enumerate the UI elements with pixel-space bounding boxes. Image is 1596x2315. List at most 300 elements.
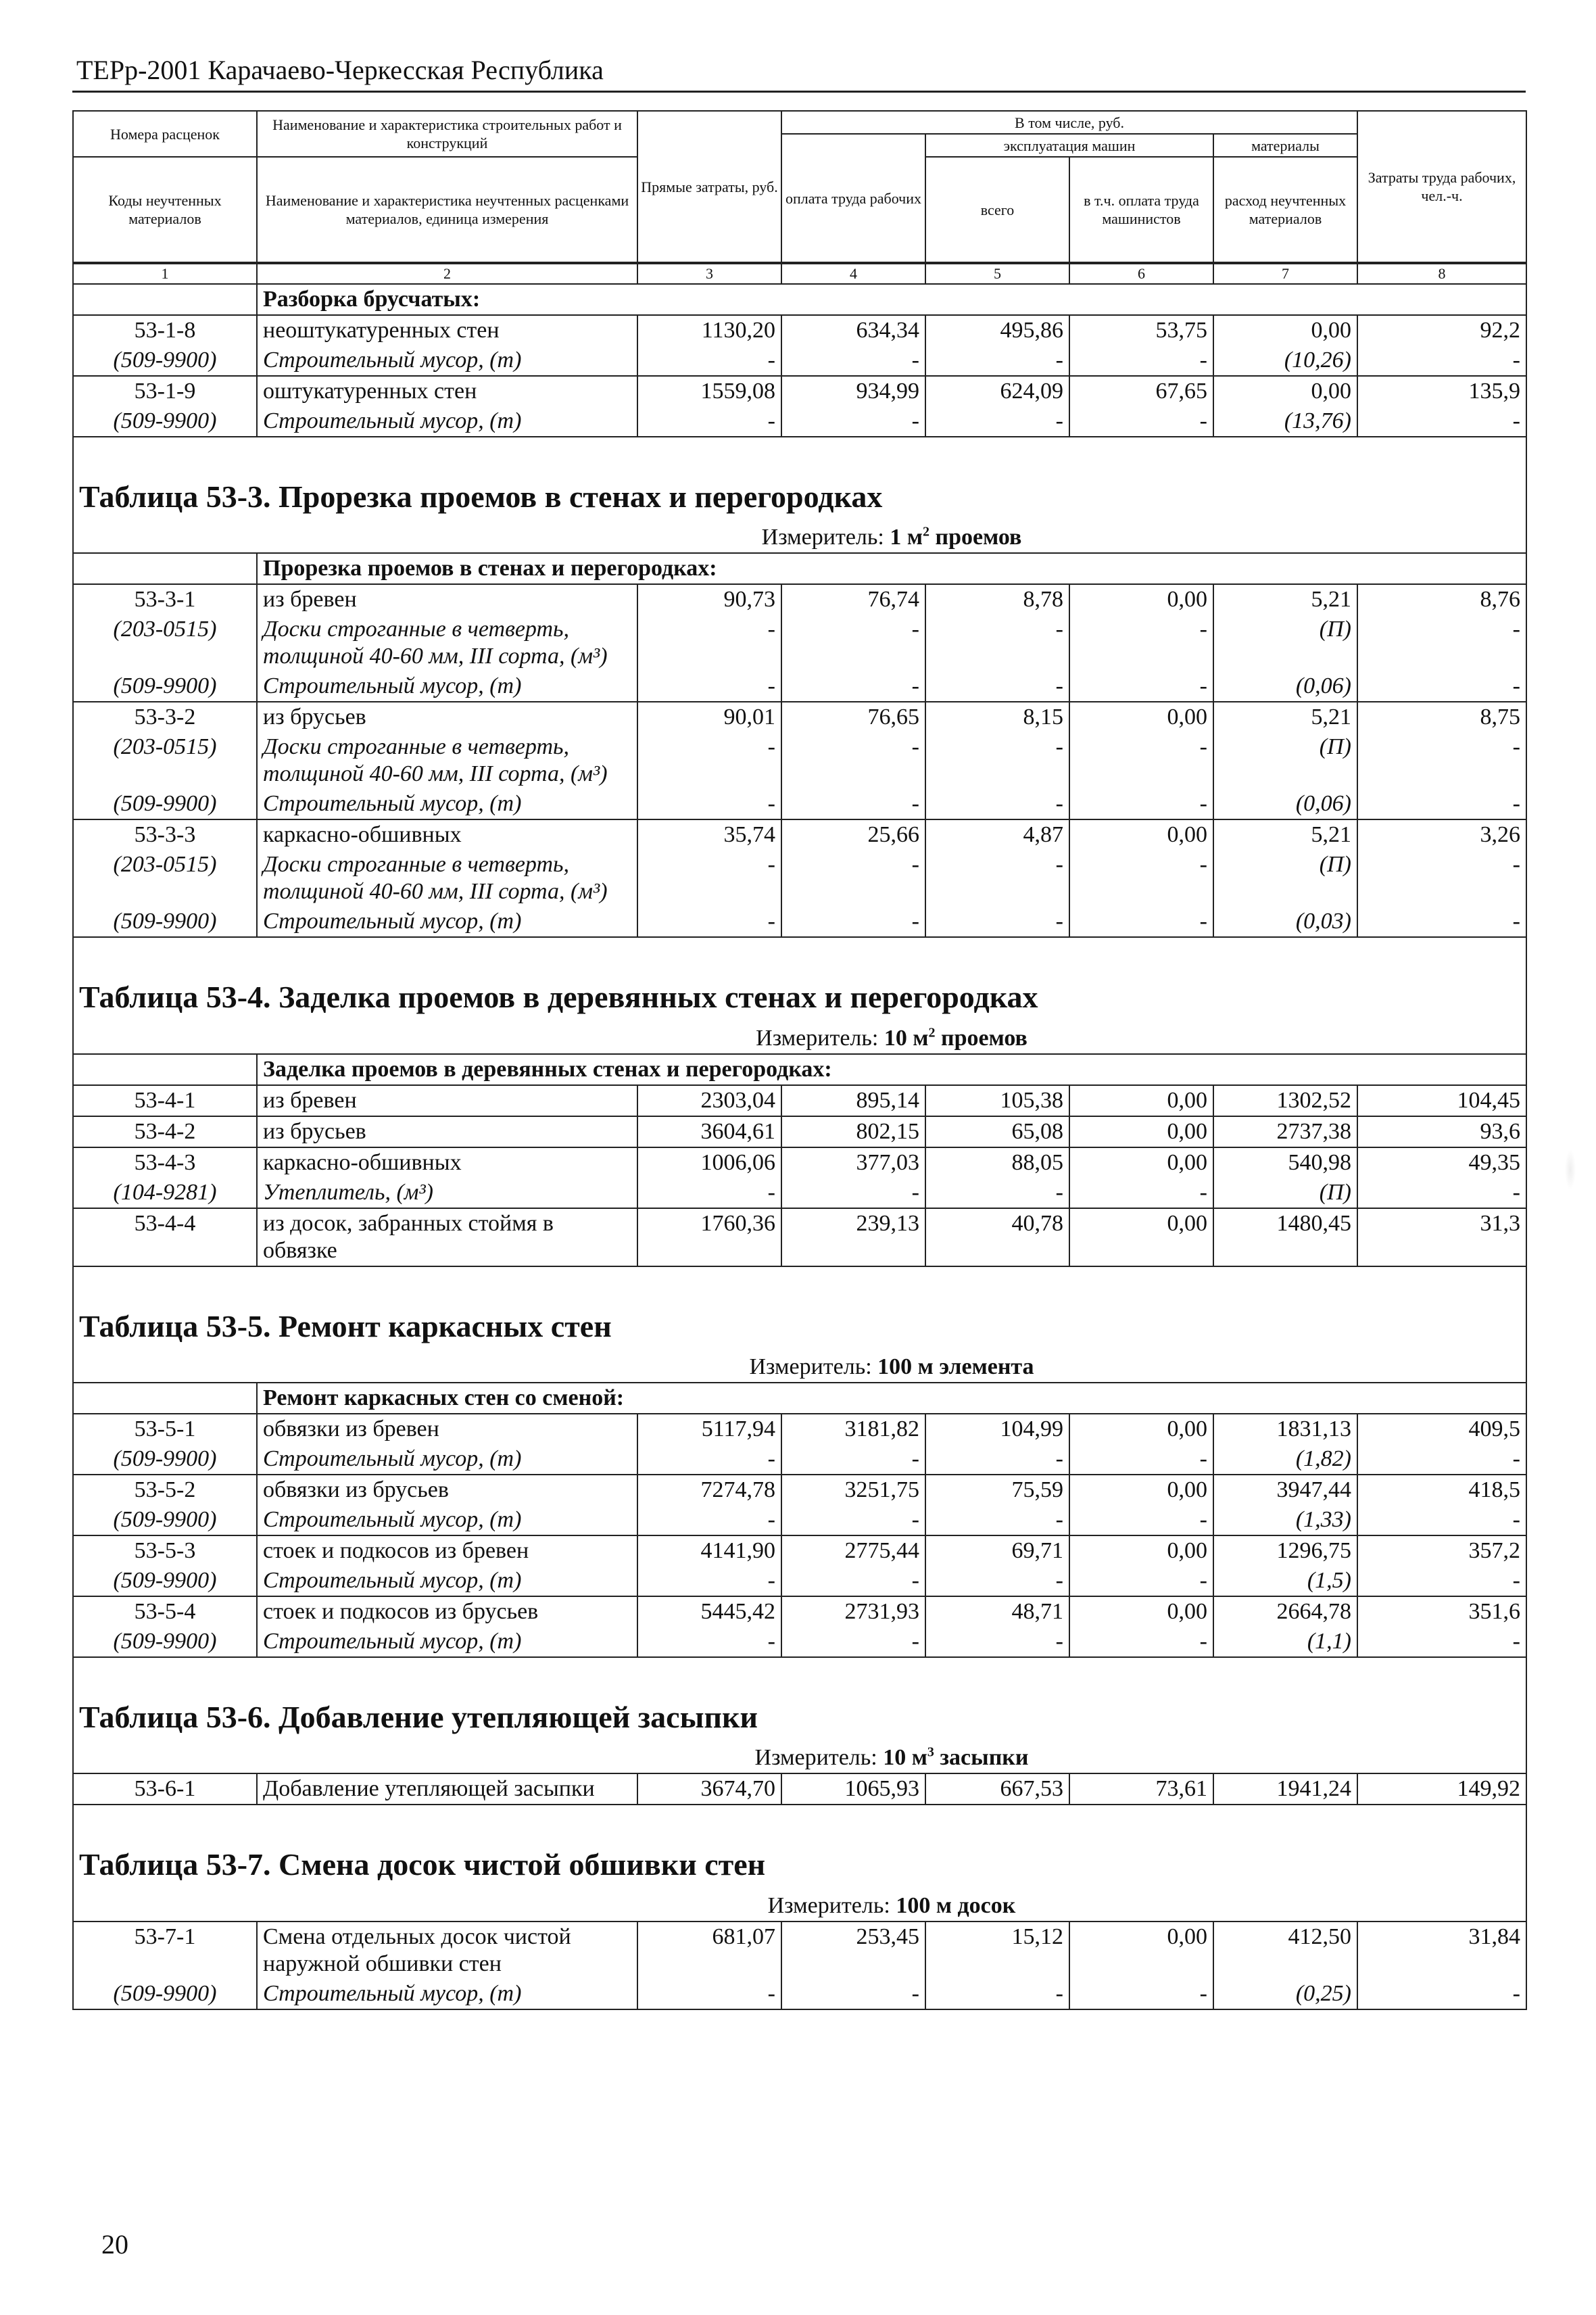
rate-code: (203-0515) [73, 615, 257, 671]
machine-total: - [925, 1444, 1069, 1475]
materials-value: (13,76) [1213, 406, 1357, 437]
direct-costs: - [637, 1627, 781, 1657]
labor-value: 31,3 [1357, 1208, 1526, 1266]
direct-costs: - [637, 1566, 781, 1596]
worker-pay: - [781, 345, 925, 376]
rate-row [73, 376, 1526, 406]
rate-code: (509-9900) [73, 1444, 257, 1475]
material-row [73, 1178, 1526, 1208]
measure-label: Измеритель: [761, 525, 884, 550]
description: Строительный мусор, (т) [257, 1979, 637, 2009]
rate-code: 53-7-1 [73, 1922, 257, 1979]
material-row [73, 850, 1526, 907]
section-gap [73, 1805, 1526, 1835]
machinist-pay: 0,00 [1069, 702, 1213, 732]
measure-suffix: проемов [941, 1025, 1027, 1051]
measure-unit: 100 м [877, 1354, 934, 1379]
description: каркасно-обшивных [257, 819, 637, 850]
rate-code: (509-9900) [73, 1627, 257, 1657]
description: Утеплитель, (м³) [257, 1178, 637, 1208]
labor-value: - [1357, 850, 1526, 907]
rate-row [73, 1535, 1526, 1566]
subheading-pad [73, 284, 257, 315]
column-number: 7 [1213, 264, 1357, 284]
machinist-pay: 0,00 [1069, 1414, 1213, 1444]
materials-value: (П) [1213, 850, 1357, 907]
machinist-pay: - [1069, 671, 1213, 702]
machine-total: - [925, 789, 1069, 819]
machine-total: - [925, 1979, 1069, 2009]
measure-row [73, 1885, 1526, 1921]
table-title-row [73, 467, 1526, 517]
machine-total: 75,59 [925, 1475, 1069, 1505]
worker-pay: - [781, 1566, 925, 1596]
machine-total: - [925, 850, 1069, 907]
labor-value: 8,76 [1357, 584, 1526, 615]
labor-value: 357,2 [1357, 1535, 1526, 1566]
gap-cell [73, 1657, 1526, 1688]
col-machine-total: всего [925, 157, 1069, 262]
materials-value: 2664,78 [1213, 1596, 1357, 1627]
measure-suffix: проемов [935, 525, 1022, 550]
rate-code: (509-9900) [73, 345, 257, 376]
section-gap [73, 1266, 1526, 1297]
machine-total: 495,86 [925, 315, 1069, 345]
measure-label: Измеритель: [767, 1892, 890, 1918]
material-row [73, 615, 1526, 671]
worker-pay: 239,13 [781, 1208, 925, 1266]
direct-costs: 2303,04 [637, 1085, 781, 1116]
direct-costs: 5117,94 [637, 1414, 781, 1444]
labor-value: - [1357, 732, 1526, 789]
worker-pay: 802,15 [781, 1116, 925, 1147]
worker-pay: - [781, 850, 925, 907]
column-number: 5 [925, 264, 1069, 284]
direct-costs: - [637, 345, 781, 376]
direct-costs: 1006,06 [637, 1147, 781, 1178]
direct-costs: 1130,20 [637, 315, 781, 345]
materials-value: 1480,45 [1213, 1208, 1357, 1266]
materials-value: 0,00 [1213, 315, 1357, 345]
materials-value: 1302,52 [1213, 1085, 1357, 1116]
machine-total: - [925, 1627, 1069, 1657]
measure-suffix: элемента [939, 1354, 1034, 1379]
materials-value: (П) [1213, 615, 1357, 671]
materials-value: (0,25) [1213, 1979, 1357, 2009]
worker-pay: 253,45 [781, 1922, 925, 1979]
materials-value: (0,06) [1213, 789, 1357, 819]
rates-table [72, 263, 1527, 2010]
column-number: 8 [1357, 264, 1526, 284]
subheading-row [73, 553, 1526, 584]
col-uncounted-codes: Коды неучтенных материалов [73, 157, 257, 262]
direct-costs: - [637, 406, 781, 437]
worker-pay: 895,14 [781, 1085, 925, 1116]
description: Смена отдельных досок чистой наружной обшивки стен [257, 1922, 637, 1979]
material-row [73, 406, 1526, 437]
description: Строительный мусор, (т) [257, 907, 637, 937]
worker-pay: - [781, 406, 925, 437]
direct-costs: 3674,70 [637, 1773, 781, 1805]
direct-costs: - [637, 1444, 781, 1475]
materials-value: 1296,75 [1213, 1535, 1357, 1566]
direct-costs: 3604,61 [637, 1116, 781, 1147]
rate-code: 53-6-1 [73, 1773, 257, 1805]
description: Добавление утепляющей засыпки [257, 1773, 637, 1805]
col-materials: материалы [1213, 134, 1357, 157]
table-title-row [73, 968, 1526, 1018]
worker-pay: 634,34 [781, 315, 925, 345]
labor-value: 135,9 [1357, 376, 1526, 406]
worker-pay: 3181,82 [781, 1414, 925, 1444]
machinist-pay: 0,00 [1069, 584, 1213, 615]
machinist-pay: 0,00 [1069, 1208, 1213, 1266]
col-machinist-pay: в т.ч. оплата труда машинистов [1069, 157, 1213, 262]
description: обвязки из бревен [257, 1414, 637, 1444]
labor-value: - [1357, 1178, 1526, 1208]
machine-total: - [925, 1178, 1069, 1208]
worker-pay: 2775,44 [781, 1535, 925, 1566]
rate-row [73, 1475, 1526, 1505]
measure-label: Измеритель: [756, 1025, 879, 1051]
direct-costs: - [637, 850, 781, 907]
scan-smudge [1565, 1149, 1576, 1190]
labor-value: - [1357, 1566, 1526, 1596]
machine-total: - [925, 1566, 1069, 1596]
description: из бревен [257, 584, 637, 615]
document-page [72, 53, 1526, 2010]
labor-value: - [1357, 1444, 1526, 1475]
machinist-pay: - [1069, 406, 1213, 437]
description: стоек и подкосов из бревен [257, 1535, 637, 1566]
machinist-pay: - [1069, 1505, 1213, 1535]
description: Строительный мусор, (т) [257, 671, 637, 702]
measure-exponent: 2 [928, 1025, 936, 1041]
gap-cell [73, 437, 1526, 467]
labor-value: - [1357, 615, 1526, 671]
measure-value [877, 1354, 1034, 1379]
measure-cell [73, 1018, 1526, 1053]
gap-cell [73, 1266, 1526, 1297]
labor-value: 31,84 [1357, 1922, 1526, 1979]
labor-value: 3,26 [1357, 819, 1526, 850]
table-title: Таблица 53-4. Заделка проемов в деревянных стенах и перегородках [73, 968, 1526, 1018]
column-number: 1 [73, 264, 257, 284]
direct-costs: - [637, 732, 781, 789]
section-gap [73, 1657, 1526, 1688]
subheading-row [73, 284, 1526, 315]
direct-costs: 1559,08 [637, 376, 781, 406]
description: Доски строганные в четверть, толщиной 40-60 мм, III сорта, (м³) [257, 732, 637, 789]
worker-pay: 25,66 [781, 819, 925, 850]
machine-total: - [925, 732, 1069, 789]
machinist-pay: - [1069, 1178, 1213, 1208]
material-row [73, 732, 1526, 789]
material-row [73, 671, 1526, 702]
direct-costs: - [637, 671, 781, 702]
machine-total: 65,08 [925, 1116, 1069, 1147]
rate-code: 53-3-1 [73, 584, 257, 615]
worker-pay: - [781, 789, 925, 819]
direct-costs: 1760,36 [637, 1208, 781, 1266]
materials-value: 0,00 [1213, 376, 1357, 406]
rate-row [73, 584, 1526, 615]
machinist-pay: 0,00 [1069, 1535, 1213, 1566]
rate-code: 53-5-4 [73, 1596, 257, 1627]
direct-costs: - [637, 789, 781, 819]
description: неоштукатуренных стен [257, 315, 637, 345]
rate-code: (203-0515) [73, 732, 257, 789]
measure-value [890, 525, 1021, 550]
rate-code: 53-5-2 [73, 1475, 257, 1505]
measure-exponent: 2 [923, 525, 930, 540]
machine-total: 15,12 [925, 1922, 1069, 1979]
table-title: Таблица 53-6. Добавление утепляющей засыпки [73, 1688, 1526, 1738]
description: из брусьев [257, 1116, 637, 1147]
subheading-pad [73, 1054, 257, 1085]
material-row [73, 1979, 1526, 2009]
machine-total: 88,05 [925, 1147, 1069, 1178]
worker-pay: 76,65 [781, 702, 925, 732]
rate-code: (509-9900) [73, 789, 257, 819]
table-title-row [73, 1835, 1526, 1885]
worker-pay: - [781, 1979, 925, 2009]
rate-row [73, 1414, 1526, 1444]
table-title-row [73, 1688, 1526, 1738]
description: Строительный мусор, (т) [257, 1505, 637, 1535]
worker-pay: - [781, 1178, 925, 1208]
description: Строительный мусор, (т) [257, 345, 637, 376]
measure-row [73, 1018, 1526, 1053]
direct-costs: 90,73 [637, 584, 781, 615]
col-including: В том числе, руб. [781, 111, 1357, 134]
machinist-pay: - [1069, 1444, 1213, 1475]
worker-pay: - [781, 615, 925, 671]
machinist-pay: - [1069, 615, 1213, 671]
machine-total: - [925, 907, 1069, 937]
rate-code: 53-5-1 [73, 1414, 257, 1444]
description: оштукатуренных стен [257, 376, 637, 406]
machine-total: - [925, 671, 1069, 702]
col-worker-pay: оплата труда рабочих [781, 134, 925, 262]
measure-unit: 10 м [883, 1745, 927, 1771]
direct-costs: 7274,78 [637, 1475, 781, 1505]
machinist-pay: 0,00 [1069, 1116, 1213, 1147]
direct-costs: 681,07 [637, 1922, 781, 1979]
gap-cell [73, 1805, 1526, 1835]
measure-label: Измеритель: [749, 1354, 872, 1379]
description: Строительный мусор, (т) [257, 1627, 637, 1657]
measure-unit: 10 м [884, 1025, 929, 1051]
table-title: Таблица 53-5. Ремонт каркасных стен [73, 1297, 1526, 1347]
measure-suffix: досок [957, 1892, 1016, 1918]
machine-total: 69,71 [925, 1535, 1069, 1566]
measure-suffix: засыпки [940, 1745, 1029, 1771]
rate-code: 53-4-3 [73, 1147, 257, 1178]
measure-cell [73, 1347, 1526, 1383]
labor-value: - [1357, 1627, 1526, 1657]
machinist-pay: 0,00 [1069, 1475, 1213, 1505]
rate-row [73, 1596, 1526, 1627]
description: Строительный мусор, (т) [257, 406, 637, 437]
rate-code: (104-9281) [73, 1178, 257, 1208]
machinist-pay: - [1069, 1627, 1213, 1657]
labor-value: - [1357, 907, 1526, 937]
materials-value: (0,06) [1213, 671, 1357, 702]
section-gap [73, 937, 1526, 968]
gap-cell [73, 937, 1526, 968]
machinist-pay: 0,00 [1069, 1085, 1213, 1116]
column-number: 3 [637, 264, 781, 284]
measure-row [73, 517, 1526, 553]
machinist-pay: 0,00 [1069, 1922, 1213, 1979]
worker-pay: - [781, 732, 925, 789]
column-number-row [73, 264, 1526, 284]
measure-row [73, 1347, 1526, 1383]
rate-code: 53-5-3 [73, 1535, 257, 1566]
materials-value: 1831,13 [1213, 1414, 1357, 1444]
subheading: Прорезка проемов в стенах и перегородках: [257, 553, 1526, 584]
rate-row [73, 315, 1526, 345]
col-uncounted-name: Наименование и характеристика неучтенных расценками материалов, единица измерения [257, 157, 637, 262]
machinist-pay: 53,75 [1069, 315, 1213, 345]
rate-code: (203-0515) [73, 850, 257, 907]
labor-value: - [1357, 345, 1526, 376]
page-number: 20 [101, 2229, 128, 2260]
description: каркасно-обшивных [257, 1147, 637, 1178]
rate-row [73, 1116, 1526, 1147]
description: Строительный мусор, (т) [257, 1566, 637, 1596]
labor-value: - [1357, 671, 1526, 702]
measure-value [884, 1026, 1027, 1051]
direct-costs: 35,74 [637, 819, 781, 850]
table-title: Таблица 53-3. Прорезка проемов в стенах и перегородках [73, 467, 1526, 517]
materials-value: 5,21 [1213, 584, 1357, 615]
measure-exponent: 3 [927, 1744, 934, 1760]
column-header-table [72, 110, 1527, 263]
measure-value [896, 1893, 1015, 1918]
worker-pay: 1065,93 [781, 1773, 925, 1805]
subheading: Разборка брусчатых: [257, 284, 1526, 315]
labor-value: 409,5 [1357, 1414, 1526, 1444]
measure-label: Измеритель: [754, 1745, 877, 1771]
material-row [73, 1444, 1526, 1475]
subheading-row [73, 1054, 1526, 1085]
materials-value: 412,50 [1213, 1922, 1357, 1979]
machinist-pay: - [1069, 345, 1213, 376]
machinist-pay: 0,00 [1069, 1596, 1213, 1627]
machine-total: 104,99 [925, 1414, 1069, 1444]
materials-value: 1941,24 [1213, 1773, 1357, 1805]
materials-value: (1,82) [1213, 1444, 1357, 1475]
machine-total: 8,15 [925, 702, 1069, 732]
rate-code: 53-4-1 [73, 1085, 257, 1116]
measure-row [73, 1738, 1526, 1773]
machinist-pay: - [1069, 1979, 1213, 2009]
col-uncounted-consumption: расход неучтенных материалов [1213, 157, 1357, 262]
material-row [73, 1627, 1526, 1657]
description: Доски строганные в четверть, толщиной 40-60 мм, III сорта, (м³) [257, 615, 637, 671]
rate-row [73, 819, 1526, 850]
worker-pay: - [781, 1444, 925, 1475]
direct-costs: - [637, 615, 781, 671]
materials-value: (0,03) [1213, 907, 1357, 937]
direct-costs: - [637, 1979, 781, 2009]
direct-costs: - [637, 1178, 781, 1208]
direct-costs: - [637, 1505, 781, 1535]
materials-value: (1,1) [1213, 1627, 1357, 1657]
labor-value: 8,75 [1357, 702, 1526, 732]
labor-value: - [1357, 1505, 1526, 1535]
rate-code: 53-1-9 [73, 376, 257, 406]
description: из бревен [257, 1085, 637, 1116]
materials-value: 2737,38 [1213, 1116, 1357, 1147]
rate-row [73, 1147, 1526, 1178]
machinist-pay: - [1069, 789, 1213, 819]
description: из брусьев [257, 702, 637, 732]
labor-value: - [1357, 1979, 1526, 2009]
rate-code: (509-9900) [73, 1505, 257, 1535]
machine-total: - [925, 345, 1069, 376]
materials-value: (П) [1213, 1178, 1357, 1208]
worker-pay: - [781, 1505, 925, 1535]
table-title-row [73, 1297, 1526, 1347]
material-row [73, 1505, 1526, 1535]
materials-value: 3947,44 [1213, 1475, 1357, 1505]
machine-total: - [925, 1505, 1069, 1535]
direct-costs: 90,01 [637, 702, 781, 732]
subheading-pad [73, 553, 257, 584]
worker-pay: - [781, 907, 925, 937]
direct-costs: 4141,90 [637, 1535, 781, 1566]
measure-cell [73, 1885, 1526, 1921]
description: Строительный мусор, (т) [257, 1444, 637, 1475]
worker-pay: 2731,93 [781, 1596, 925, 1627]
labor-value: 351,6 [1357, 1596, 1526, 1627]
col-machine-operation: эксплуатация машин [925, 134, 1213, 157]
measure-unit: 1 м [890, 525, 923, 550]
machinist-pay: - [1069, 732, 1213, 789]
measure-unit: 100 м [896, 1892, 952, 1918]
machine-total: 624,09 [925, 376, 1069, 406]
rate-row [73, 1922, 1526, 1979]
rate-code: (509-9900) [73, 907, 257, 937]
rate-row [73, 1773, 1526, 1805]
table-title: Таблица 53-7. Смена досок чистой обшивки стен [73, 1835, 1526, 1885]
materials-value: (1,5) [1213, 1566, 1357, 1596]
rate-code: (509-9900) [73, 1566, 257, 1596]
materials-value: (1,33) [1213, 1505, 1357, 1535]
machine-total: 48,71 [925, 1596, 1069, 1627]
labor-value: 418,5 [1357, 1475, 1526, 1505]
column-number: 4 [781, 264, 925, 284]
rate-code: (509-9900) [73, 1979, 257, 2009]
worker-pay: 377,03 [781, 1147, 925, 1178]
machine-total: 4,87 [925, 819, 1069, 850]
measure-cell [73, 1738, 1526, 1773]
rate-code: (509-9900) [73, 671, 257, 702]
rate-code: (509-9900) [73, 406, 257, 437]
description: обвязки из брусьев [257, 1475, 637, 1505]
labor-value: 104,45 [1357, 1085, 1526, 1116]
machinist-pay: 0,00 [1069, 819, 1213, 850]
rate-row [73, 702, 1526, 732]
material-row [73, 907, 1526, 937]
machine-total: 105,38 [925, 1085, 1069, 1116]
rate-code: 53-1-8 [73, 315, 257, 345]
labor-value: 92,2 [1357, 315, 1526, 345]
material-row [73, 789, 1526, 819]
